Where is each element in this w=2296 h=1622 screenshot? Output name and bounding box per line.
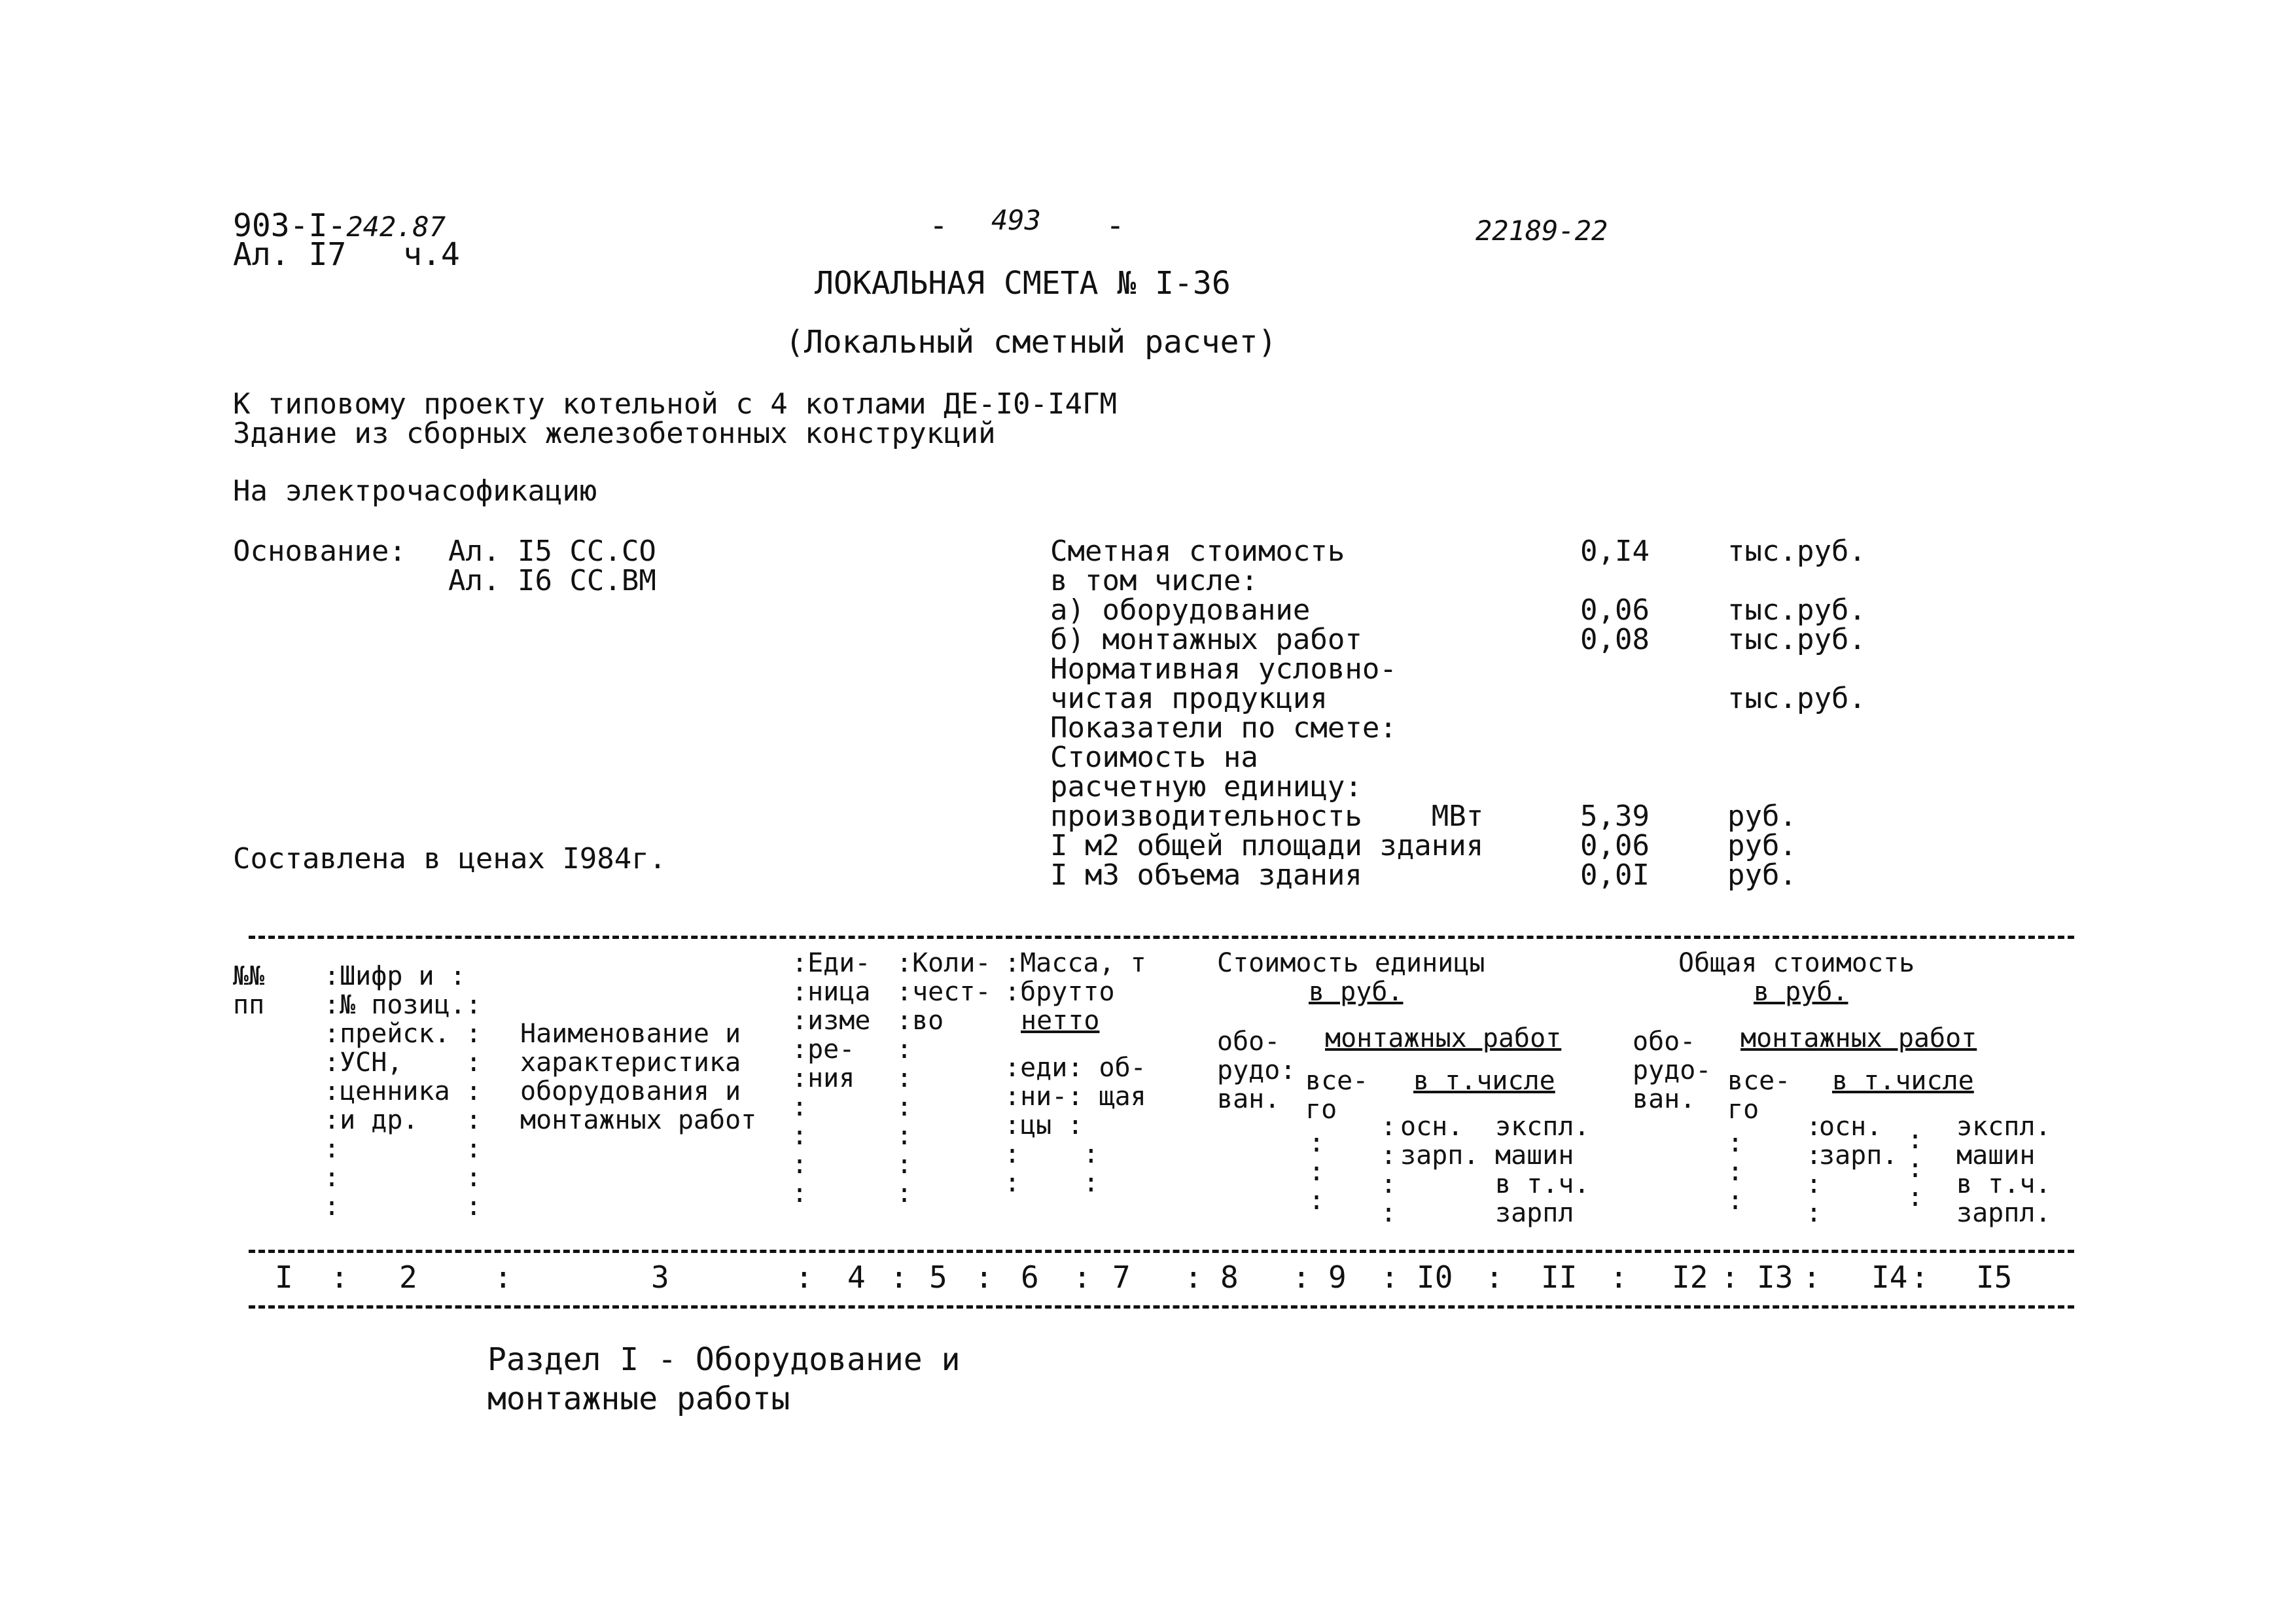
summary-label: расчетную единицу: bbox=[1050, 770, 1362, 803]
column-separator: : bbox=[1184, 1260, 1203, 1295]
header-unit: :Еди- :ница :изме :ре- :ния : : : : bbox=[792, 948, 871, 1208]
header-code: :Шифр и : :№ позиц.: :прейск. : :УСН, : :ценника : :и др. : : : : : : : bbox=[324, 961, 482, 1222]
column-number: I5 bbox=[1976, 1260, 2013, 1295]
summary-unit: руб. bbox=[1727, 858, 1797, 892]
column-number: I2 bbox=[1672, 1260, 1708, 1295]
header-num: №№ пп bbox=[233, 961, 265, 1020]
summary-label: Показатели по смете: bbox=[1050, 711, 1397, 745]
summary-value: 0,06 bbox=[1580, 829, 1650, 862]
page-number: 493 bbox=[991, 204, 1041, 236]
column-number: 5 bbox=[929, 1260, 947, 1295]
summary-label: I м2 общей площади здания bbox=[1050, 829, 1484, 862]
summary-value: 0,08 bbox=[1580, 623, 1650, 656]
summary-label: а) оборудование bbox=[1050, 593, 1311, 627]
page-dash-right: - bbox=[1106, 207, 1125, 244]
header-qty: :Коли- :чест- :во : : : : : : bbox=[896, 948, 991, 1208]
column-separator: : bbox=[1721, 1260, 1739, 1295]
header-mass-sub: :еди: об- :ни-: щая :цы : : : : : bbox=[1004, 1053, 1146, 1198]
summary-value: 5,39 bbox=[1580, 800, 1650, 833]
column-number: 2 bbox=[399, 1260, 417, 1295]
summary-label: чистая продукция bbox=[1050, 682, 1328, 715]
sep-col-13: : : : bbox=[1727, 1128, 1744, 1216]
column-number: 8 bbox=[1220, 1260, 1239, 1295]
section-title-line-1: Раздел I - Оборудование и bbox=[487, 1341, 961, 1378]
column-separator: : bbox=[1485, 1260, 1504, 1295]
page-subtitle: (Локальный сметный расчет) bbox=[785, 324, 1277, 361]
doc-number: 22189-22 bbox=[1475, 215, 1608, 247]
summary-unit: тыс.руб. bbox=[1727, 623, 1866, 656]
section-title-line-2: монтажные работы bbox=[487, 1381, 790, 1417]
header-equip: обо- рудо: ван. bbox=[1217, 1027, 1296, 1114]
basis-item-2: Ал. I6 СС.ВМ bbox=[448, 564, 656, 597]
header-incl-2: в т.числе bbox=[1832, 1066, 1974, 1096]
column-separator: : bbox=[1803, 1260, 1821, 1295]
summary-label: Нормативная условно- bbox=[1050, 652, 1397, 686]
header-expl: экспл. машин в т.ч. зарпл bbox=[1495, 1112, 1590, 1228]
column-number: 3 bbox=[651, 1260, 669, 1295]
summary-label: в том числе: bbox=[1050, 564, 1258, 597]
summary-unit: тыс.руб. bbox=[1727, 593, 1866, 627]
header-mount-2: монтажных работ bbox=[1740, 1023, 1977, 1053]
column-number: 7 bbox=[1112, 1260, 1131, 1295]
header-total-cost-rub: в руб. bbox=[1754, 977, 1848, 1007]
sep-col-15: : : : bbox=[1907, 1125, 1924, 1212]
header-unit-cost-rub: в руб. bbox=[1309, 977, 1404, 1007]
summary-label: I м3 объема здания bbox=[1050, 858, 1362, 892]
sep-col-10: : : : : bbox=[1381, 1112, 1397, 1228]
header-all: все- го bbox=[1305, 1066, 1369, 1125]
column-number: 9 bbox=[1328, 1260, 1347, 1295]
page-dash-left: - bbox=[929, 207, 948, 244]
summary-unit: руб. bbox=[1727, 829, 1797, 862]
column-separator: : bbox=[1911, 1260, 1929, 1295]
header-all-2: все- го bbox=[1727, 1066, 1791, 1125]
header-name: Наименование и характеристика оборудования и монтажных работ bbox=[520, 1019, 757, 1135]
basis-label: Основание: bbox=[233, 535, 406, 568]
summary-label: б) монтажных работ bbox=[1050, 623, 1362, 656]
header-osn: осн. зарп. bbox=[1400, 1112, 1479, 1171]
header-mass: :Масса, т :брутто bbox=[1004, 948, 1146, 1007]
summary-label: производительность МВт bbox=[1050, 800, 1484, 833]
column-separator: : bbox=[795, 1260, 813, 1295]
summary-label: Стоимость на bbox=[1050, 741, 1258, 774]
table-header-bottom-rule bbox=[249, 1250, 2074, 1253]
column-separator: : bbox=[1073, 1260, 1091, 1295]
summary-unit: руб. bbox=[1727, 800, 1797, 833]
table-numbers-bottom-rule bbox=[249, 1305, 2074, 1309]
header-incl: в т.числе bbox=[1413, 1066, 1555, 1096]
column-separator: : bbox=[890, 1260, 908, 1295]
doc-code-prefix: 903-I- bbox=[233, 207, 347, 244]
sep-col-14: : : : : bbox=[1806, 1112, 1822, 1228]
column-separator: : bbox=[975, 1260, 993, 1295]
column-number: I0 bbox=[1417, 1260, 1453, 1295]
header-equip-2: обо- рудо- ван. bbox=[1633, 1027, 1712, 1114]
table-top-rule bbox=[249, 936, 2074, 939]
column-separator: : bbox=[1292, 1260, 1311, 1295]
column-number: 6 bbox=[1021, 1260, 1039, 1295]
column-number: I bbox=[275, 1260, 293, 1295]
sep-col-9: : : : bbox=[1309, 1128, 1325, 1216]
summary-unit: тыс.руб. bbox=[1727, 535, 1866, 568]
column-separator: : bbox=[1610, 1260, 1628, 1295]
album-line: Ал. I7 ч.4 bbox=[233, 236, 460, 273]
project-line-1: К типовому проекту котельной с 4 котлами ДЕ-I0-I4ГМ bbox=[233, 387, 1118, 421]
header-mass-netto: нетто bbox=[1021, 1006, 1100, 1036]
column-number: I3 bbox=[1757, 1260, 1793, 1295]
column-separator: : bbox=[1381, 1260, 1399, 1295]
page-title: ЛОКАЛЬНАЯ СМЕТА № I-36 bbox=[815, 265, 1231, 302]
header-unit-cost: Стоимость единицы bbox=[1217, 948, 1485, 978]
basis-item-1: Ал. I5 СС.СО bbox=[448, 535, 656, 568]
summary-label: Сметная стоимость bbox=[1050, 535, 1345, 568]
header-total-cost: Общая стоимость bbox=[1678, 948, 1915, 978]
column-number: 4 bbox=[847, 1260, 866, 1295]
header-mount: монтажных работ bbox=[1325, 1023, 1562, 1053]
header-expl-2: экспл. машин в т.ч. зарпл. bbox=[1956, 1112, 2051, 1228]
column-number: II bbox=[1541, 1260, 1578, 1295]
column-number: I4 bbox=[1871, 1260, 1908, 1295]
summary-value: 0,I4 bbox=[1580, 535, 1650, 568]
header-osn-2: осн. зарп. bbox=[1819, 1112, 1898, 1171]
composed-prices: Составлена в ценах I984г. bbox=[233, 842, 667, 875]
summary-value: 0,06 bbox=[1580, 593, 1650, 627]
summary-unit: тыс.руб. bbox=[1727, 682, 1866, 715]
project-line-2: Здание из сборных железобетонных конструкций bbox=[233, 417, 996, 450]
summary-value: 0,0I bbox=[1580, 858, 1650, 892]
column-separator: : bbox=[494, 1260, 512, 1295]
doc-code-handwritten: 242.87 bbox=[346, 211, 446, 243]
column-separator: : bbox=[330, 1260, 349, 1295]
project-purpose: На электрочасофикацию bbox=[233, 474, 597, 508]
